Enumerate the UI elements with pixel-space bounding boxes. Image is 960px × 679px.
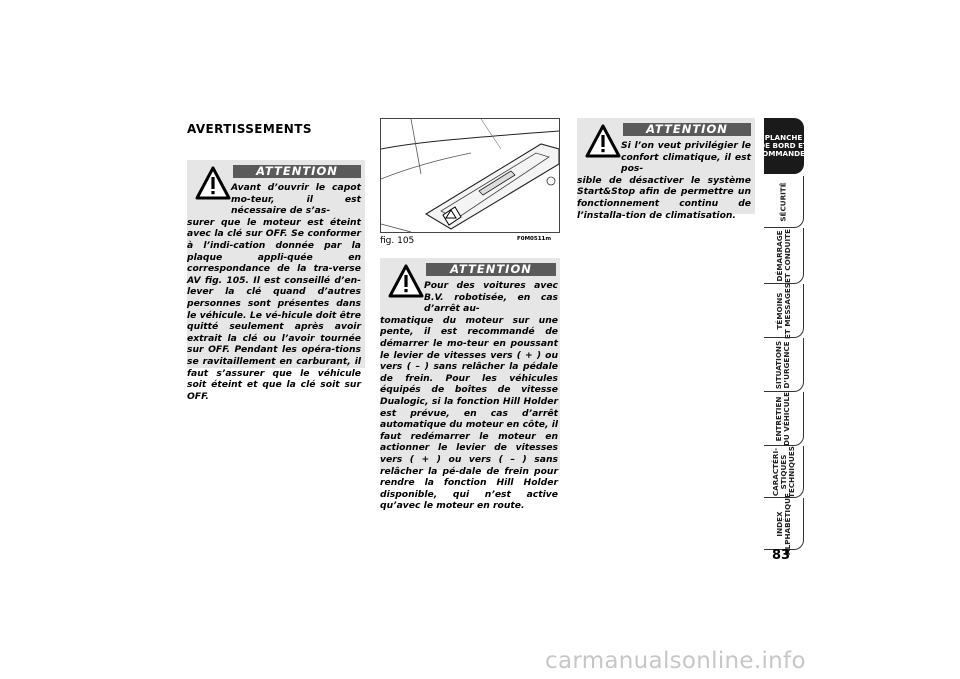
warning-body: tomatique du moteur sur une pente, il est recommandé de démarrer le mo-teur en poussant le levier de vitesses vers ( + ) ou vers ( – ) sans relâcher la pédale de frein. Pour les véhicules équipés de boîtes de vitesse Dualogic, si la fonction Hill Holder est prévue, en cas d’arrêt automatique du moteur en côte, il faut redémarrer le moteur en actionner le levier de vitesses vers ( + ) ou vers ( – ) sans relâcher la pé-dale de frein pour rendre la fonction Hill Holder disponible, qui n’est active qu’avec le moteur en route.: [380, 314, 558, 512]
tab-label: TÉMOINS ET MESSAGES: [774, 282, 792, 339]
tab-entretien[interactable]: [764, 392, 804, 446]
tab-temoins[interactable]: [764, 284, 804, 338]
tab-situations-urgence[interactable]: [764, 338, 804, 392]
tab-label: ENTRETIEN DU VÉHICULE: [774, 391, 792, 446]
figure-105-image: [380, 118, 560, 233]
tab-label: DÉMARRAGE ET CONDUITE: [774, 228, 792, 283]
watermark-text: carmanualsonline.info: [545, 648, 806, 674]
figure-caption: fig. 105: [380, 236, 415, 246]
warning-banner: ATTENTION: [623, 123, 751, 136]
warning-box-capot: [187, 160, 365, 402]
warning-box-start-stop: [577, 118, 755, 221]
warning-box-bv-robotisee: [380, 258, 560, 512]
warning-text: [187, 182, 361, 402]
warning-banner: ATTENTION: [233, 165, 361, 178]
warning-body: surer que le moteur est éteint avec la clé sur OFF. Se conformer à l’indi-cation donnée par la plaque appli-quée en correspondance de la tra-verse AV fig. 105. Il est conseillé d’en-lever la clé quand d’autres personnes sont présentes dans le véhicule. Le vé-hicule doit être quitté seulement après avoir extrait la clé ou l’avoir tournée sur OFF. Pendant les opéra-tions se ravitaillement en carburant, il faut s’assurer que le véhicule soit éteint et que la clé soit sur OFF.: [187, 216, 361, 402]
tab-securite[interactable]: [764, 176, 804, 228]
tab-label: INDEX ALPHABÉTIQUE: [774, 492, 792, 555]
tab-planche-de-bord[interactable]: [756, 118, 811, 174]
tab-label: SITUATIONS D’URGENCE: [774, 340, 792, 389]
tab-label: SÉCURITÉ: [778, 181, 788, 222]
tab-label: CARACTÉRI- STIQUES TECHNIQUES: [770, 445, 796, 498]
warning-banner: ATTENTION: [426, 263, 556, 276]
warning-text: [577, 140, 751, 221]
tab-label: PLANCHE DE BORD ET COMMANDES: [756, 132, 811, 158]
warning-text: [380, 280, 558, 512]
warning-lead: Pour des voitures avec B.V. robotisée, en cas d’arrêt au-: [424, 280, 558, 315]
warning-lead: Si l’on veut privilégier le confort climatique, il est pos-: [621, 140, 751, 175]
section-title: AVERTISSEMENTS: [187, 122, 312, 136]
tab-caracteristiques[interactable]: [764, 446, 804, 498]
engine-bay-crossmember-illustration: [381, 119, 559, 232]
warning-lead: Avant d’ouvrir le capot mo-teur, il est nécessaire de s’as-: [231, 182, 361, 217]
tab-index[interactable]: [764, 492, 804, 555]
tab-demarrage[interactable]: [764, 228, 804, 284]
warning-body: sible de désactiver le système Start&Stop afin de permettre un fonctionnement continu de l’installa-tion de climatisation.: [577, 174, 751, 221]
page-number: 83: [772, 548, 791, 563]
figure-code: F0M0511m: [517, 236, 552, 242]
